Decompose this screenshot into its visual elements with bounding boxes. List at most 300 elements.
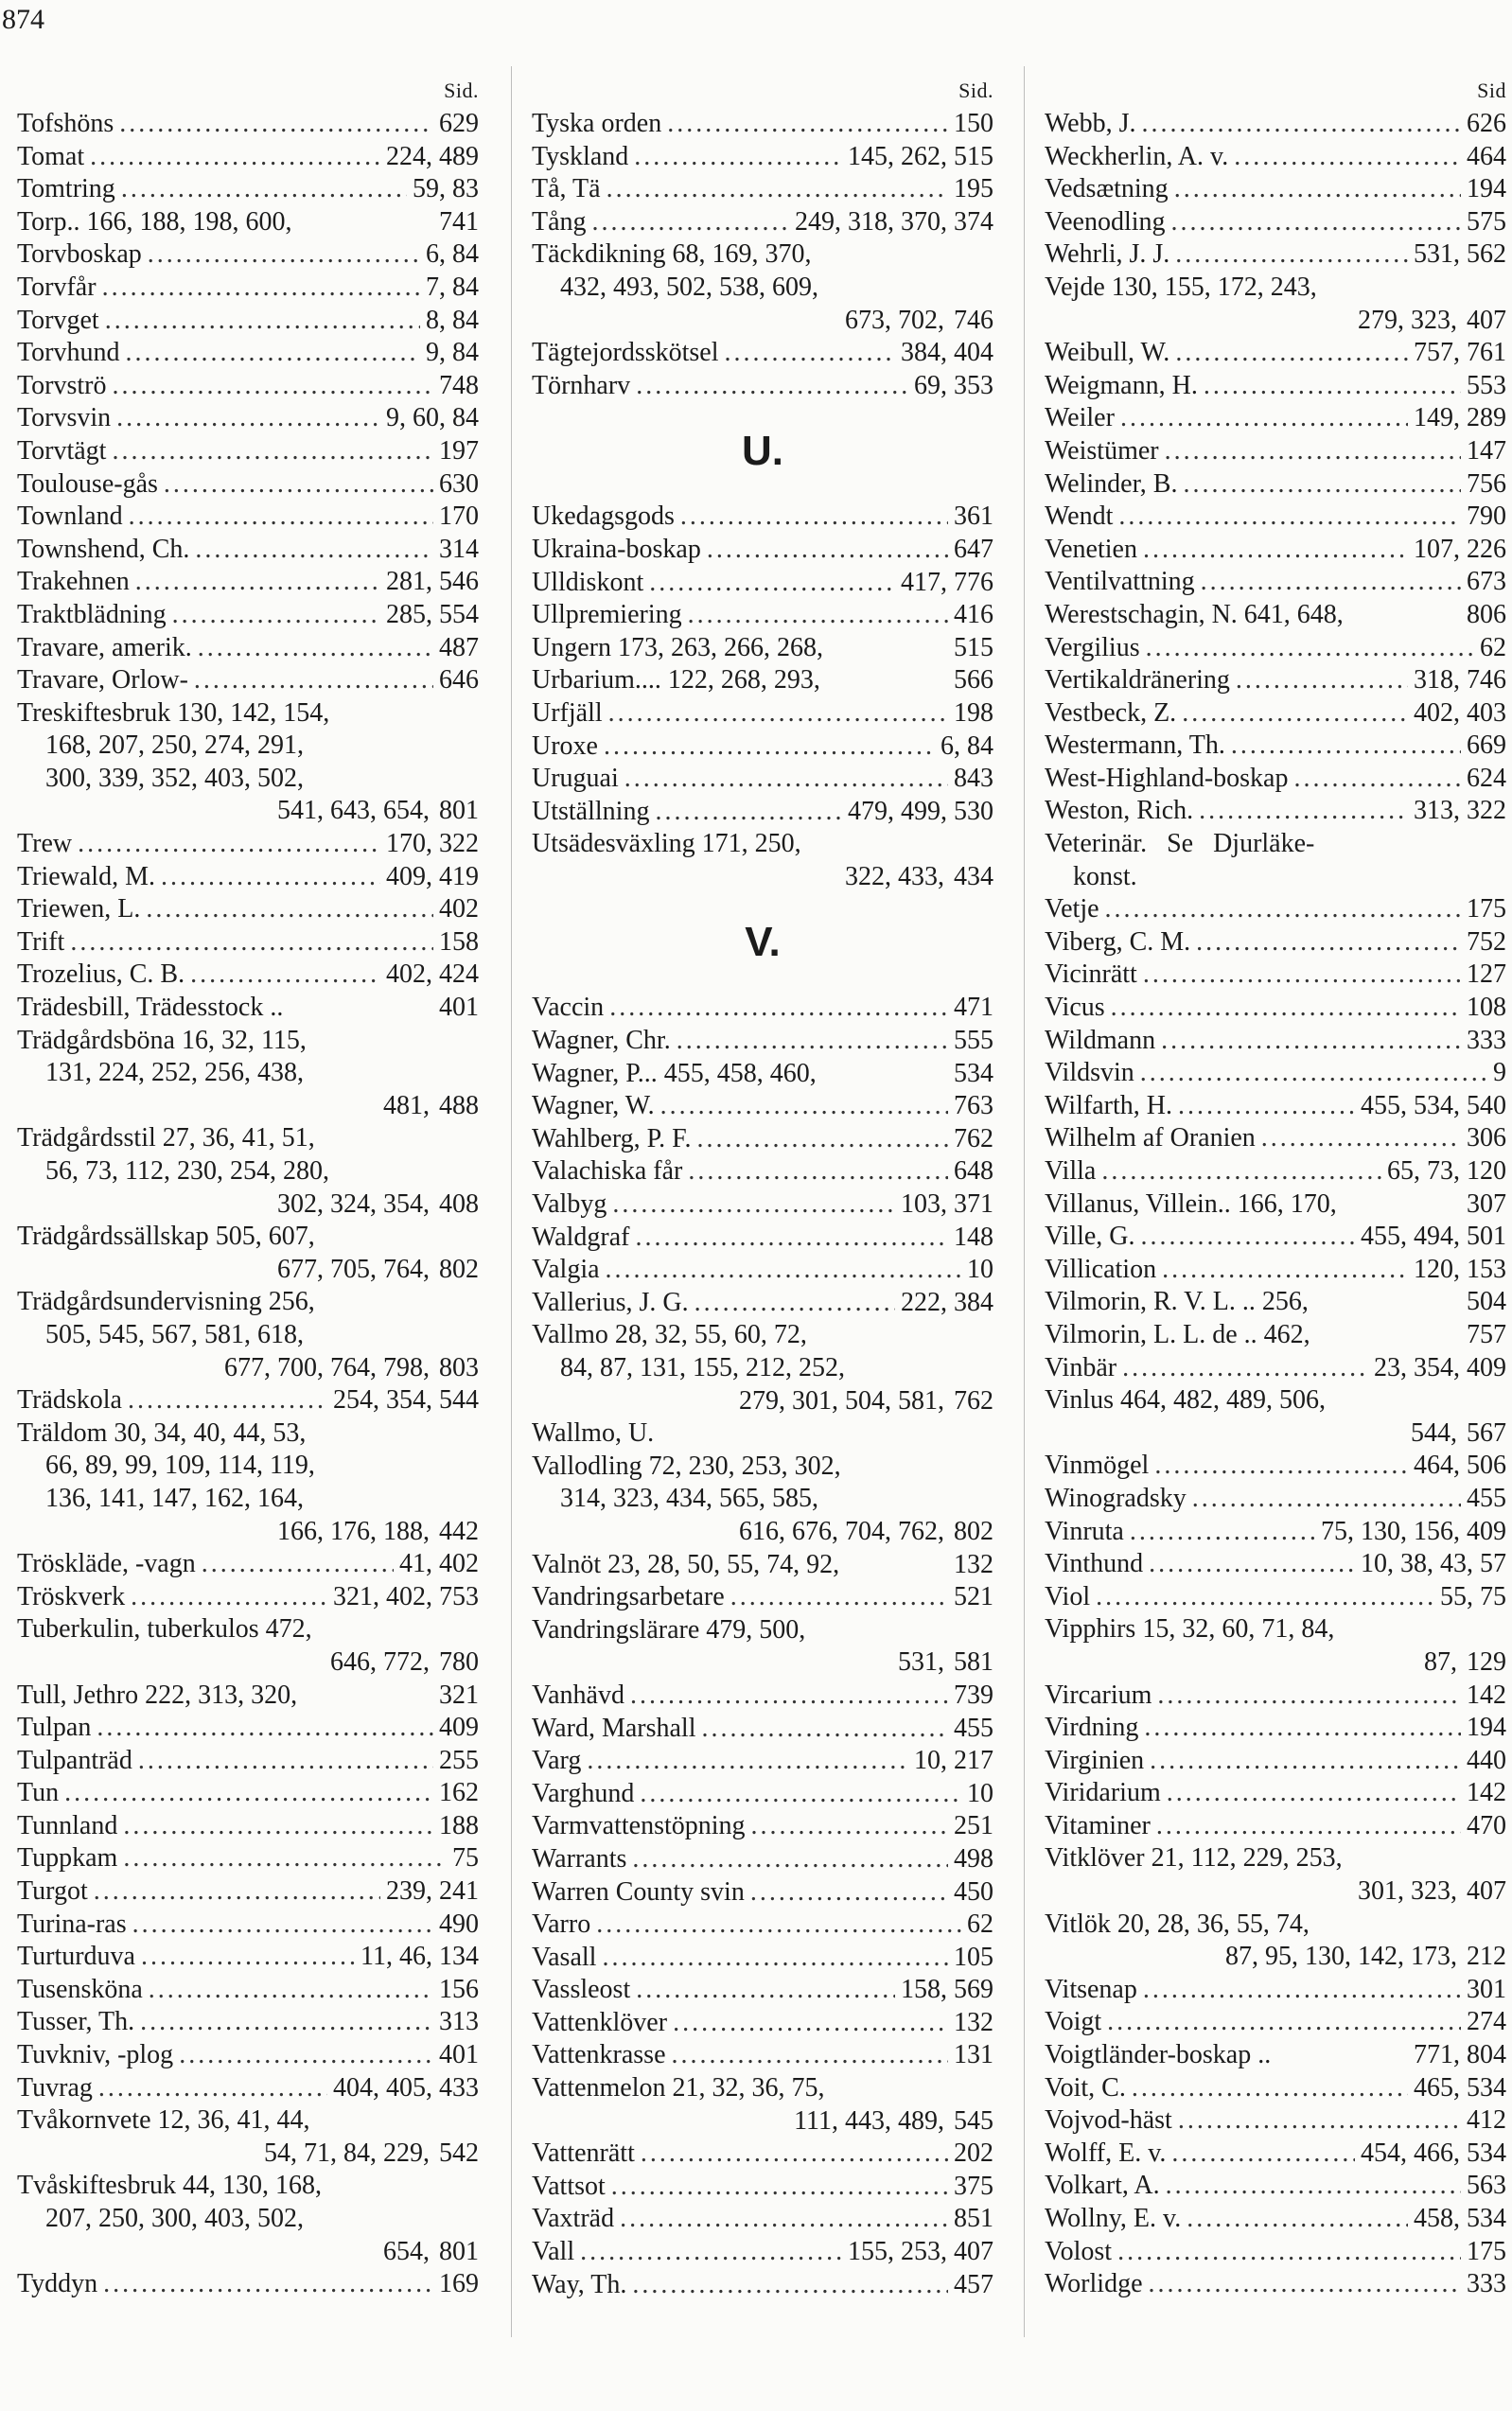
index-entry: [1045, 795, 1506, 828]
index-entry: [532, 2171, 993, 2204]
index-entry: [1045, 238, 1506, 272]
index-entry-line: [532, 1614, 993, 1647]
index-entry-line: [1045, 1875, 1506, 1909]
index-term: Tyska orden: [532, 109, 662, 138]
index-entry-line: [1045, 1581, 1506, 1614]
index-term: Wilhelm af Oranien: [1045, 1123, 1256, 1153]
page-references: 255: [439, 1745, 479, 1775]
index-entry-line: [1045, 272, 1506, 305]
index-entry-line: [17, 2006, 479, 2039]
index-entry: [532, 206, 993, 239]
index-entry-line: [1045, 2268, 1506, 2301]
page-references: 407: [1467, 305, 1506, 335]
index-term: Weston, Rich.: [1045, 796, 1194, 826]
dot-leader: [636, 1974, 895, 2007]
index-term: Weibull, W.: [1045, 338, 1170, 368]
index-entry-line: [17, 1254, 479, 1287]
index-entry: [1045, 828, 1506, 893]
index-entry-line: [532, 1222, 993, 1255]
index-term: Vejde 130, 155, 172, 243,: [1045, 272, 1317, 302]
index-term: Vaccin: [532, 993, 605, 1023]
dot-leader: [694, 1287, 895, 1320]
page-references: 851: [954, 2204, 993, 2234]
dot-leader: [1231, 730, 1461, 763]
dot-leader: [673, 2007, 948, 2040]
index-entry-line: [17, 1581, 479, 1614]
index-term: Trädesbill, Trädesstock ..: [17, 993, 284, 1023]
index-term: Varro: [532, 1909, 591, 1940]
dot-leader: [1196, 926, 1461, 959]
page-references: 224, 489: [386, 141, 479, 171]
index-entry: [1045, 1155, 1506, 1188]
index-term: Viberg, C. M.: [1045, 926, 1191, 957]
index-entry-line: [532, 992, 993, 1025]
page-references: 757, 761: [1414, 338, 1506, 368]
dot-leader: [1234, 141, 1461, 174]
index-term: Wilfarth, H.: [1045, 1090, 1172, 1120]
index-term: Tröskverk: [17, 1581, 126, 1611]
index-entry: [17, 893, 479, 926]
page-references: 455: [1467, 1483, 1506, 1513]
page-references: 771, 804: [1414, 2040, 1506, 2070]
index-term: Trädgårdssällskap 505, 607,: [17, 1222, 315, 1252]
index-entry-line: [1045, 402, 1506, 435]
index-term: Volkart, A.: [1045, 2171, 1160, 2201]
page-references: 120, 153: [1414, 1254, 1506, 1284]
index-entry-line: [1045, 730, 1506, 763]
index-entry: [17, 2039, 479, 2072]
page-references: 416: [954, 600, 993, 630]
dot-leader: [123, 1810, 433, 1843]
page-references: 285, 554: [386, 599, 479, 629]
index-term: Torp.. 166, 188, 198, 600,: [17, 206, 292, 237]
index-entry-line: [1045, 1646, 1506, 1680]
index-entry-line: [17, 2039, 479, 2072]
page-references: 142: [1467, 1778, 1506, 1808]
dot-leader: [195, 534, 433, 567]
index-entry-line: [532, 1942, 993, 1975]
index-entry: [1045, 1352, 1506, 1385]
index-term: Treskiftesbruk 130, 142, 154,: [17, 697, 330, 728]
index-entry-line: [532, 828, 993, 861]
index-entry: [17, 272, 479, 305]
page-references: 646: [439, 665, 479, 695]
index-entry: [532, 1745, 993, 1778]
index-entry: [17, 1613, 479, 1679]
page-references: 801: [439, 796, 479, 826]
index-entry: [532, 599, 993, 632]
dot-leader: [112, 435, 433, 468]
page-references: 746: [954, 305, 993, 335]
index-entry-line: [17, 992, 479, 1025]
page-references: 108: [1467, 993, 1506, 1023]
dot-leader: [1096, 1581, 1434, 1614]
index-entry: [532, 1222, 993, 1255]
sid-header: Sid: [1477, 79, 1506, 102]
index-term: Turina-ras: [17, 1909, 127, 1939]
index-entry-line: [1045, 337, 1506, 370]
index-term: Vitklöver 21, 112, 229, 253,: [1045, 1843, 1343, 1874]
index-entry: [532, 2269, 993, 2302]
index-term: Tyskland: [532, 141, 629, 171]
index-term: Ventilvattning: [1045, 567, 1195, 597]
index-entry-line: [17, 1516, 479, 1549]
index-term: Wendt: [1045, 502, 1114, 532]
page-references: 318, 746: [1414, 665, 1506, 695]
page-references: 401: [439, 993, 479, 1023]
page-references: 313: [439, 2007, 479, 2037]
index-entry-line: [17, 2268, 479, 2301]
index-entry-line: [17, 2203, 479, 2236]
page-references: 59, 83: [413, 174, 479, 204]
page-references: 10, 217: [914, 1746, 993, 1776]
index-entry-line: [532, 1188, 993, 1222]
dot-leader: [190, 959, 380, 992]
index-term: Tulpan: [17, 1713, 92, 1743]
index-term: 84, 87, 131, 155, 212, 252,: [560, 1353, 845, 1382]
index-entry: [17, 402, 479, 435]
dot-leader: [1149, 1548, 1355, 1581]
index-term: 56, 73, 112, 230, 254, 280,: [45, 1156, 329, 1186]
index-entry: [1045, 1842, 1506, 1908]
page-references: 41, 402: [399, 1549, 479, 1579]
index-entry-line: [1045, 697, 1506, 730]
index-term: Wagner, W.: [532, 1091, 655, 1121]
index-entry-line: [17, 108, 479, 141]
index-term: 544,: [1411, 1417, 1457, 1448]
index-term: 673, 702,: [845, 305, 944, 335]
dot-leader: [138, 1745, 433, 1778]
index-entry-line: [532, 1483, 993, 1516]
index-entry-line: [532, 108, 993, 141]
index-term: Turgot: [17, 1876, 88, 1907]
dot-leader: [129, 501, 433, 534]
dot-leader: [1156, 1810, 1461, 1843]
index-term: Ukraina-boskap: [532, 534, 701, 564]
index-entry-line: [532, 534, 993, 567]
index-entry: [17, 2170, 479, 2268]
index-term: 166, 176, 188,: [277, 1516, 430, 1546]
dot-leader: [131, 1581, 327, 1614]
page-references: 162: [439, 1778, 479, 1808]
index-entry: [17, 305, 479, 338]
dot-leader: [750, 1876, 948, 1909]
index-entry: [1045, 2006, 1506, 2039]
index-entry-line: [17, 861, 479, 894]
index-term: Utsädesväxling 171, 250,: [532, 829, 801, 859]
index-term: Valgia: [532, 1255, 600, 1285]
index-entry: [532, 1254, 993, 1287]
index-entry-line: [17, 828, 479, 861]
index-term: Toulouse-gås: [17, 468, 158, 499]
index-entry: [532, 534, 993, 567]
index-entry: [532, 1810, 993, 1843]
index-entry: [17, 1777, 479, 1810]
index-entry-line: [17, 1352, 479, 1385]
index-term: Triewen, L.: [17, 894, 141, 924]
index-term: Volost: [1045, 2236, 1113, 2266]
index-term: 54, 71, 84, 229,: [264, 2138, 430, 2168]
index-entry: [1045, 2104, 1506, 2138]
index-entry-line: [17, 1777, 479, 1810]
index-entry-line: [532, 1876, 993, 1909]
index-term: Tull, Jethro 222, 313, 320,: [17, 1680, 298, 1710]
index-entry-line: [532, 632, 993, 665]
index-entry: [17, 108, 479, 141]
page-references: 301: [1467, 1974, 1506, 2004]
index-term: Uroxe: [532, 730, 598, 761]
page-references: 9, 60, 84: [386, 403, 479, 433]
page-references: 434: [954, 861, 993, 891]
index-entry-line: [1045, 795, 1506, 828]
index-entry-line: [17, 435, 479, 468]
index-term: Torvsvin: [17, 403, 112, 433]
index-term: Weckherlin, A. v.: [1045, 141, 1229, 171]
page-references: 575: [1467, 206, 1506, 237]
index-entry-line: [1045, 2236, 1506, 2269]
dot-leader: [1204, 370, 1461, 403]
index-entry: [532, 2072, 993, 2138]
index-term: Voigtländer-boskap ..: [1045, 2040, 1272, 2070]
index-entry-line: [1045, 1450, 1506, 1483]
dot-leader: [64, 1777, 433, 1810]
index-entry-line: [532, 1155, 993, 1188]
index-term: Vattenklöver: [532, 2007, 668, 2037]
page-references: 756: [1467, 468, 1506, 499]
index-entry: [17, 1286, 479, 1384]
index-entry: [17, 534, 479, 567]
index-entry-line: [532, 1385, 993, 1418]
index-term: 541, 643, 654,: [277, 796, 430, 826]
page-references: 239, 241: [386, 1876, 479, 1907]
page-references: 62: [967, 1909, 993, 1940]
page-references: 105: [954, 1942, 993, 1972]
index-term: Wallmo, U.: [532, 1418, 655, 1449]
index-entry-line: [1045, 2104, 1506, 2138]
page-references: 647: [954, 534, 993, 564]
index-entry: [532, 664, 993, 697]
index-entry: [532, 763, 993, 796]
index-entry: [1045, 2039, 1506, 2072]
index-term: Wahlberg, P. F.: [532, 1123, 692, 1153]
index-entry-line: [1045, 2170, 1506, 2203]
dot-leader: [149, 1974, 433, 2007]
page-references: 412: [1467, 2105, 1506, 2136]
dot-leader: [632, 1843, 948, 1876]
page-references: 10, 38, 43, 57: [1361, 1549, 1506, 1579]
page-references: 669: [1467, 730, 1506, 761]
index-term: 87,: [1424, 1646, 1457, 1677]
index-term: Villanus, Villein.. 166, 170,: [1045, 1188, 1337, 1219]
index-entry: [532, 501, 993, 534]
index-entry: [17, 926, 479, 959]
index-entry-line: [532, 2269, 993, 2302]
index-entry: [1045, 1384, 1506, 1450]
index-term: Varg: [532, 1746, 582, 1776]
index-term: Vertikaldränering: [1045, 665, 1230, 695]
index-term: Viol: [1045, 1581, 1091, 1611]
index-entry: [1045, 272, 1506, 337]
page-references: 251: [954, 1811, 993, 1841]
index-term: Vinlus 464, 482, 489, 506,: [1045, 1385, 1326, 1416]
index-entry: [1045, 599, 1506, 632]
index-entry-line: [532, 2138, 993, 2171]
index-entry: [17, 2104, 479, 2170]
index-entry-line: [532, 567, 993, 600]
index-entry-line: [1045, 370, 1506, 403]
index-term: Torvströ: [17, 370, 107, 400]
index-entry-line: [17, 1025, 479, 1058]
index-entry-line: [1045, 763, 1506, 796]
page-references: 555: [954, 1026, 993, 1056]
dot-leader: [119, 108, 433, 141]
index-term: Tå, Tä: [532, 174, 601, 204]
index-entry-line: [532, 337, 993, 370]
dot-leader: [202, 1548, 394, 1581]
index-entry-line: [532, 501, 993, 534]
page-references: 409: [439, 1713, 479, 1743]
index-term: Vattenmelon 21, 32, 36, 75,: [532, 2073, 825, 2103]
index-term: 301, 323,: [1358, 1876, 1457, 1907]
page-references: 158, 569: [901, 1975, 993, 2005]
index-entry-line: [1045, 1221, 1506, 1254]
index-entry-line: [1045, 1810, 1506, 1843]
index-entry: [532, 1713, 993, 1746]
page-references: 458, 534: [1414, 2204, 1506, 2233]
index-term: 168, 207, 250, 274, 291,: [45, 730, 304, 761]
dot-leader: [1174, 173, 1461, 206]
index-entry-line: [17, 632, 479, 665]
index-entry-line: [532, 1025, 993, 1058]
dot-leader: [140, 2006, 433, 2039]
index-term: Vallmo 28, 32, 55, 60, 72,: [532, 1320, 807, 1350]
page-references: 132: [954, 2007, 993, 2037]
index-term: Torvtägt: [17, 435, 107, 466]
index-entry-line: [532, 1581, 993, 1614]
index-entry: [1045, 1745, 1506, 1778]
index-entry-line: [17, 730, 479, 763]
index-entry: [17, 2268, 479, 2301]
page-references: 127: [1467, 959, 1506, 990]
page-references: 402, 424: [386, 959, 479, 990]
page-references: 581: [954, 1647, 993, 1678]
index-term: Träldom 30, 34, 40, 44, 53,: [17, 1417, 307, 1448]
page-references: 306: [1467, 1123, 1506, 1153]
index-term: Valachiska får: [532, 1156, 683, 1187]
page-references: 442: [439, 1516, 479, 1546]
index-term: Vestbeck, Z.: [1045, 697, 1177, 728]
index-term: Warrants: [532, 1843, 627, 1874]
page-references: 790: [1467, 502, 1506, 532]
index-term: Wolff, E. v.: [1045, 2138, 1167, 2168]
index-entry-line: [17, 1680, 479, 1713]
dot-leader: [1175, 337, 1408, 370]
index-entry-line: [1045, 632, 1506, 665]
page-references: 487: [439, 632, 479, 662]
page-references: 762: [954, 1385, 993, 1416]
index-entry: [1045, 2203, 1506, 2236]
dot-leader: [620, 2203, 948, 2236]
dot-leader: [164, 468, 433, 502]
page-references: 7, 84: [426, 272, 479, 302]
index-entry: [1045, 1974, 1506, 2007]
index-term: Way, Th.: [532, 2269, 627, 2299]
index-term: Trew: [17, 829, 73, 859]
page-references: 55, 75: [1440, 1581, 1506, 1611]
index-term: Westermann, Th.: [1045, 730, 1225, 761]
page-references: 10: [967, 1778, 993, 1808]
index-term: Torvhund: [17, 338, 120, 368]
index-entry: [17, 468, 479, 502]
index-entry: [532, 1942, 993, 1975]
index-entry-line: [17, 534, 479, 567]
index-entry-line: [17, 206, 479, 239]
index-term: Trakehnen: [17, 567, 130, 597]
page-references: 129: [1467, 1646, 1506, 1677]
index-entry-line: [17, 173, 479, 206]
dot-leader: [655, 796, 842, 829]
index-entry-line: [1045, 1155, 1506, 1188]
index-term: Weigmann, H.: [1045, 370, 1198, 400]
index-entry-line: [532, 1287, 993, 1320]
dot-leader: [1171, 2138, 1355, 2171]
index-entry: [17, 173, 479, 206]
dot-leader: [98, 2072, 327, 2105]
sid-header: Sid.: [444, 79, 479, 102]
index-entry-line: [17, 337, 479, 370]
dot-leader: [608, 697, 948, 730]
page-references: 333: [1467, 1025, 1506, 1055]
index-term: Vasall: [532, 1942, 597, 1972]
page-references: 194: [1467, 1713, 1506, 1743]
index-entry: [532, 828, 993, 893]
page-references: 158: [439, 926, 479, 957]
dot-leader: [612, 1188, 895, 1222]
index-term: Vall: [532, 2237, 575, 2267]
dot-leader: [1261, 1122, 1461, 1155]
index-term: Tusensköna: [17, 1974, 143, 2004]
index-term: Travare, amerik.: [17, 632, 192, 662]
index-entry: [532, 1581, 993, 1614]
index-entry-line: [17, 1450, 479, 1483]
index-entry: [532, 1123, 993, 1156]
index-entry-line: [532, 2072, 993, 2105]
index-entry: [1045, 1712, 1506, 1745]
dot-leader: [70, 926, 433, 959]
index-entry: [1045, 959, 1506, 992]
page-references: 521: [954, 1582, 993, 1612]
index-term: Vitsenap: [1045, 1974, 1137, 2004]
page-references: 103, 371: [901, 1189, 993, 1220]
page-references: 314: [439, 534, 479, 564]
index-entry-line: [17, 370, 479, 403]
index-entry: [532, 238, 993, 337]
page-references: 195: [954, 174, 993, 204]
index-term: Ukedagsgods: [532, 502, 675, 532]
index-entry-line: [1045, 468, 1506, 502]
index-entry-line: [1045, 1777, 1506, 1810]
index-term: Wehrli, J. J.: [1045, 239, 1170, 270]
index-entry: [532, 173, 993, 206]
page-references: 169: [439, 2269, 479, 2299]
index-term: 300, 339, 352, 403, 502,: [45, 763, 304, 793]
dot-leader: [634, 141, 842, 174]
dot-leader: [1141, 1221, 1355, 1254]
index-entry-line: [1045, 1483, 1506, 1516]
dot-leader: [1144, 1712, 1461, 1745]
index-term: Vassleost: [532, 1975, 631, 2005]
page-references: 803: [439, 1352, 479, 1382]
